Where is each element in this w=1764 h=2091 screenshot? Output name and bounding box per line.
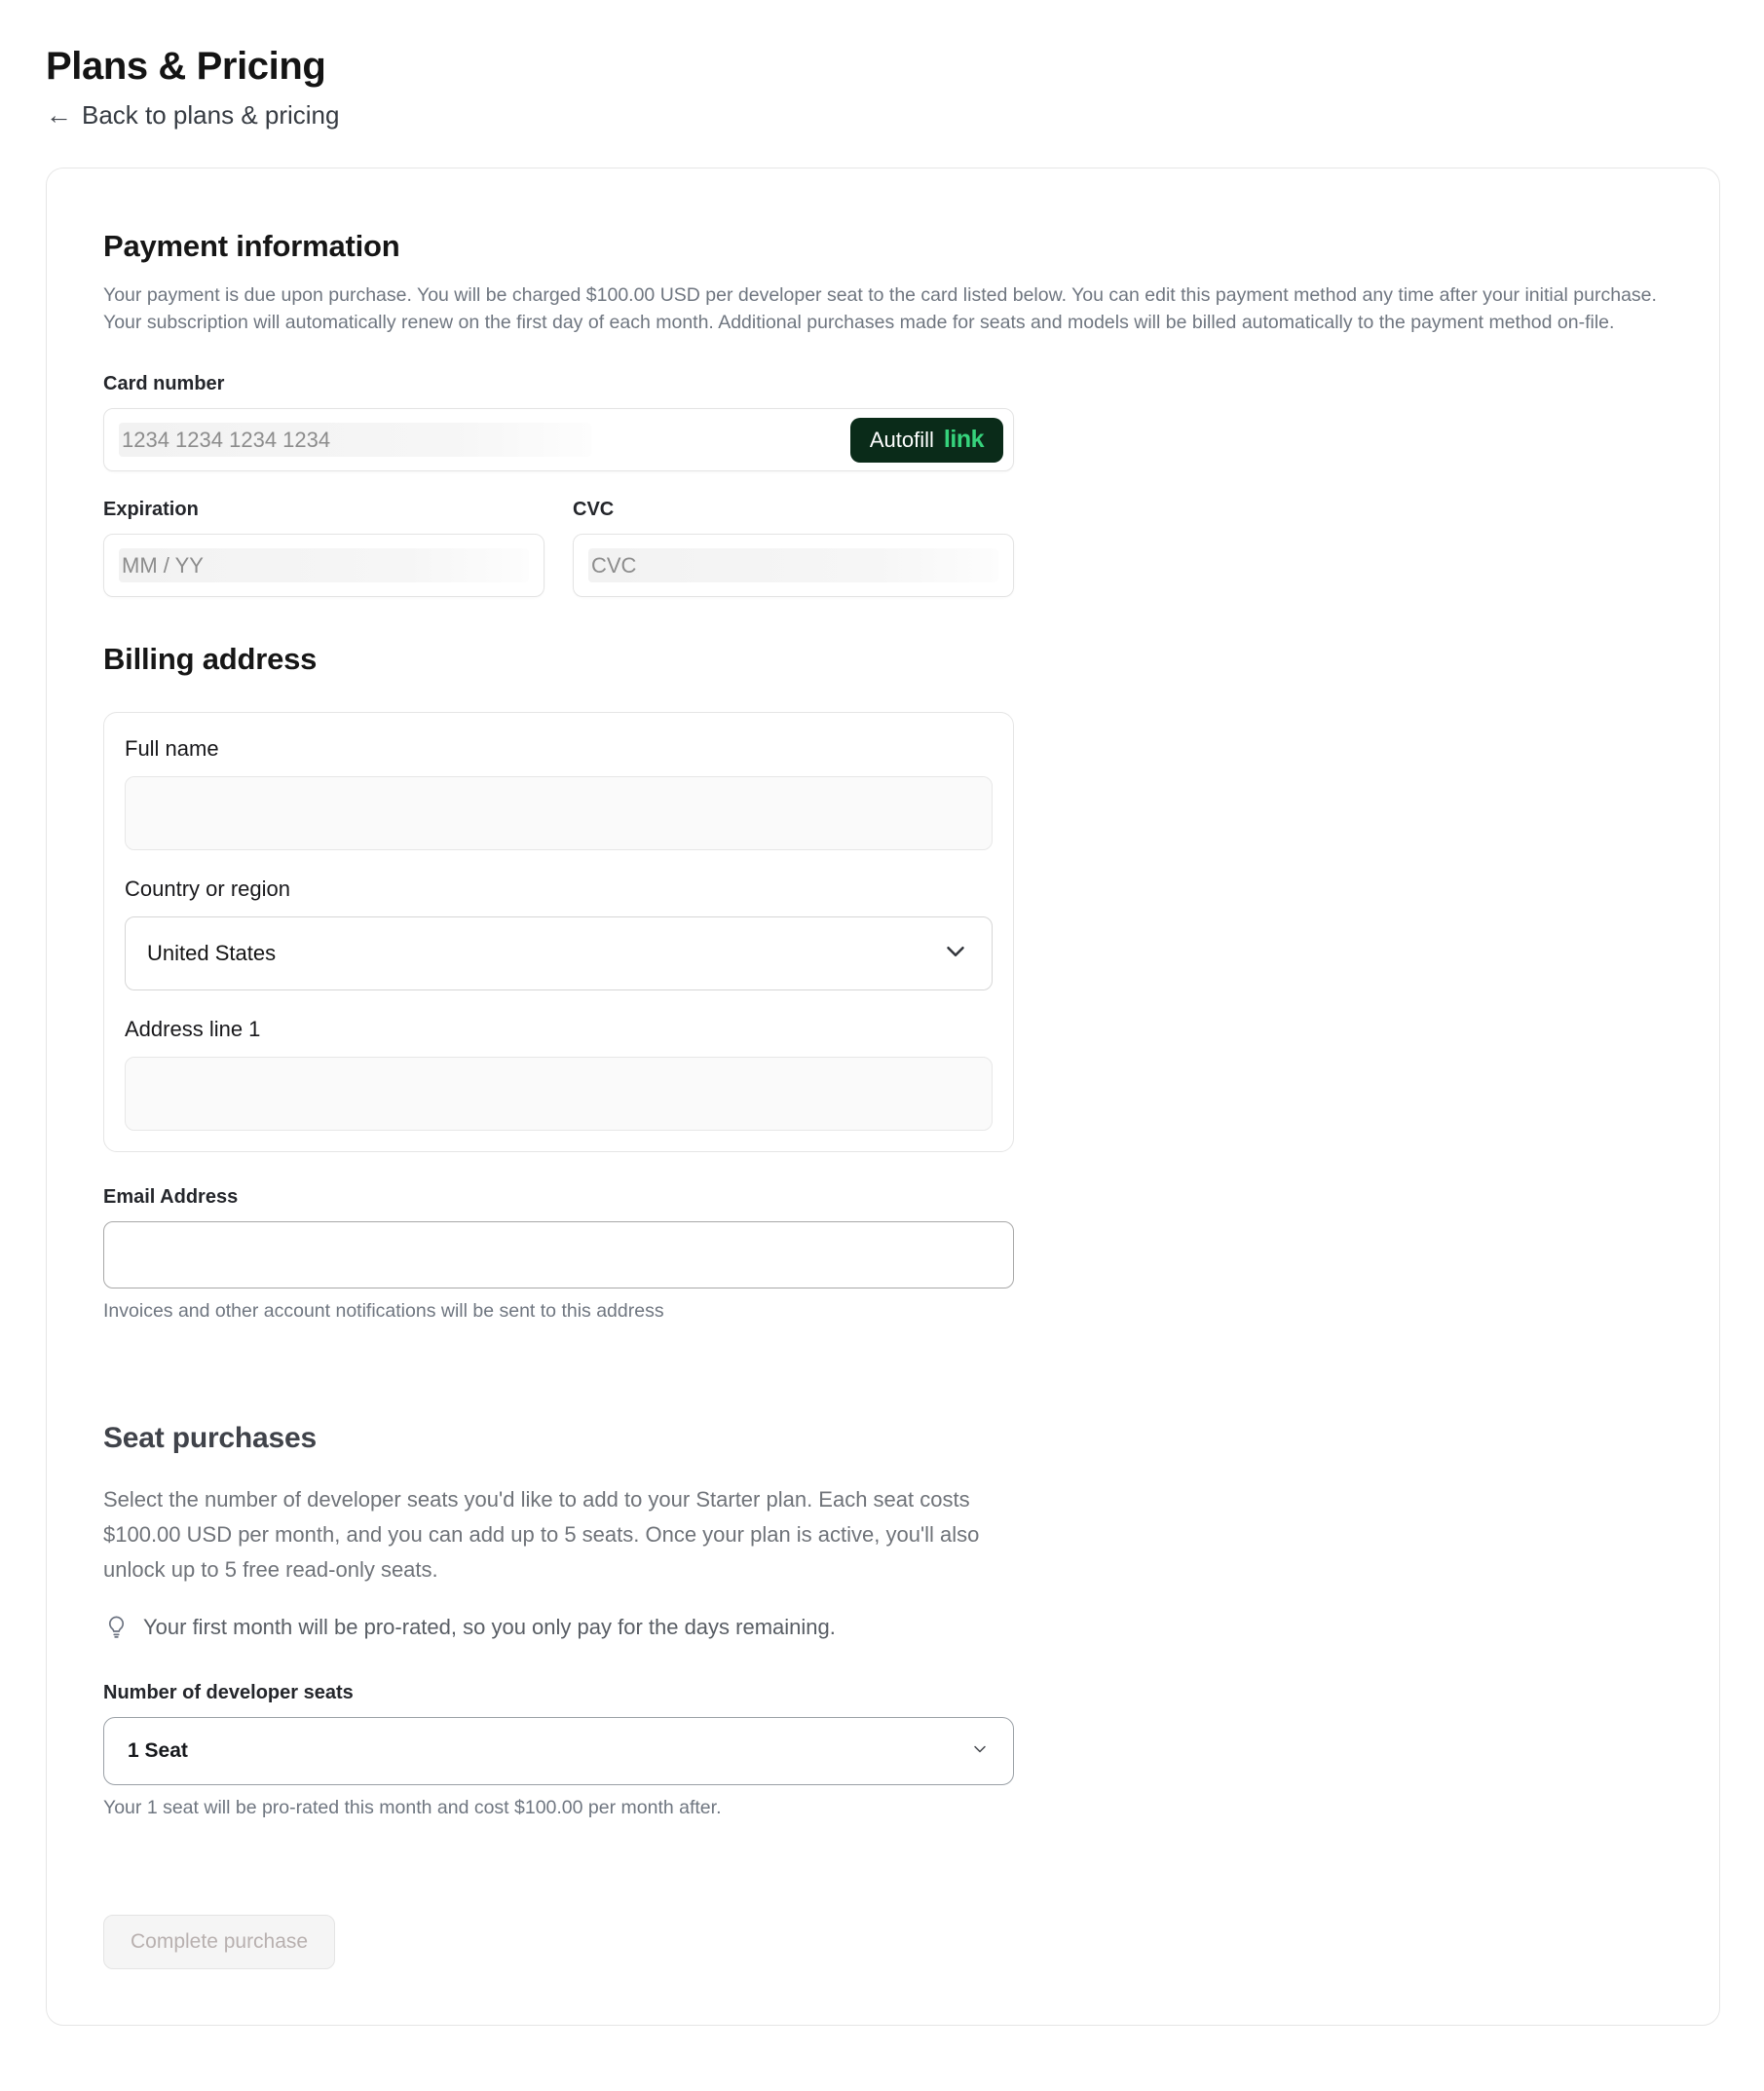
cvc-label: CVC [573, 499, 615, 520]
page-title: Plans & Pricing [46, 45, 326, 88]
billing-heading: Billing address [103, 642, 318, 676]
cvc-box [573, 534, 1014, 597]
checkout-card [46, 168, 1720, 2026]
email-input[interactable] [103, 1221, 1014, 1288]
seats-description: Select the number of developer seats you'd like to add to your Starter plan. Each seat costs $100.00 USD per month, and you can add up to 5 seats. Once your plan is active, you'll also unlock up to 5 free read-only seats. [103, 1487, 980, 1582]
full-name-label: Full name [125, 736, 219, 761]
country-value: United States [147, 941, 277, 965]
card-number-label: Card number [103, 373, 225, 394]
prorate-tip [103, 1613, 1014, 1645]
address-line-1-label: Address line 1 [125, 1017, 261, 1041]
billing-address-card [103, 712, 1014, 1152]
chevron-down-icon [941, 937, 970, 971]
back-arrow-icon: ← [46, 100, 72, 130]
email-helper-text: Invoices and other account notifications will be sent to this address [103, 1300, 664, 1322]
prorate-tip-text: Your first month will be pro-rated, so you only pay for the days remaining. [143, 1615, 836, 1639]
seats-select-value: 1 Seat [128, 1739, 188, 1762]
payment-description: Your payment is due upon purchase. You will be charged $100.00 USD per developer seat to the card listed below. You can edit this payment method any time after your initial purchase. Your subscription will automatically renew on the first day of each month. Additional purchases made for seats and models will be billed automatically to the payment method on-file. [103, 284, 1657, 333]
page-header [0, 0, 1764, 131]
autofill-link-button[interactable] [850, 418, 1003, 463]
autofill-label: Autofill [869, 427, 934, 452]
chevron-down-icon [970, 1739, 990, 1764]
expiration-label: Expiration [103, 499, 199, 520]
lightbulb-icon [103, 1613, 130, 1645]
back-link-label: Back to plans & pricing [82, 100, 340, 130]
complete-purchase-button[interactable]: Complete purchase [103, 1915, 335, 1969]
seats-select[interactable] [103, 1717, 1014, 1785]
back-link[interactable] [46, 100, 339, 131]
seats-heading: Seat purchases [103, 1422, 317, 1454]
seats-select-label: Number of developer seats [103, 1682, 354, 1703]
seat-purchases-section [103, 1422, 1014, 1819]
seats-helper-text: Your 1 seat will be pro-rated this month and cost $100.00 per month after. [103, 1797, 722, 1818]
payment-heading: Payment information [103, 229, 400, 263]
email-label: Email Address [103, 1186, 239, 1208]
country-label: Country or region [125, 877, 290, 901]
cvc-input[interactable] [574, 535, 1013, 596]
full-name-input[interactable] [125, 776, 993, 850]
country-select[interactable] [125, 916, 993, 990]
card-number-box [103, 408, 1014, 471]
link-logo: link [943, 426, 984, 453]
expiration-input[interactable] [104, 535, 544, 596]
expiration-box [103, 534, 544, 597]
address-line-1-input[interactable] [125, 1057, 993, 1131]
